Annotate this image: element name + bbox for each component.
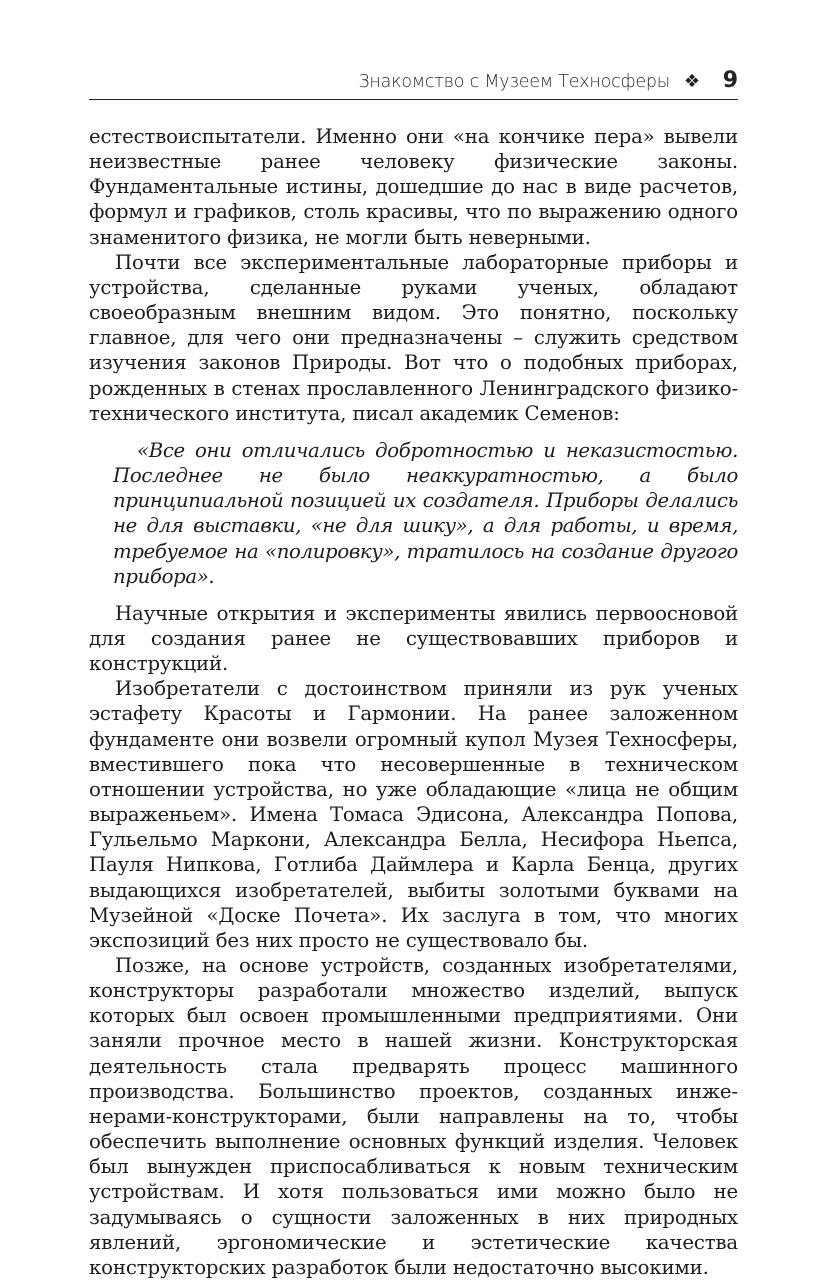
paragraph-lab-instruments: Почти все экспериментальные лабораторные приборы и устройства, сделанные руками ученых, обладают своеобразным внешним видом. Это понятно, поскольку главное, для чего они предназначены – служить средством изучения законов Природы. Вот что о подобных приборах, рожденных в стенах прославленного Ленинградского физико-технического института, писал академик Семенов: [89, 250, 738, 425]
running-header-title: Знакомство с Музеем Техносферы [358, 72, 670, 92]
paragraph-discoveries: Научные открытия и эксперименты явились первоосновой для создания ранее не существовавших приборов и конструкций. [89, 601, 738, 676]
paragraph-continuation: естествоиспытатели. Именно они «на кончике пера» вывели неизвестные ранее человеку физические законы. Фундаментальные истины, дошедшие до нас в виде расчетов, формул и графиков, столь красивы, что по выражению одного знаменитого физика, не могли быть неверными. [89, 125, 738, 249]
diamond-ornament-icon: ❖ [683, 71, 700, 92]
page-number: 9 [722, 68, 738, 93]
paragraph-inventors: Изобретатели с достоинством приняли из рук ученых эстафету Красоты и Гармонии. На ранее заложенном фундаменте они возвели огромный купол Музея Техносферы, вместившего пока что несовершенные в техническом отношении устройства, но уже обладающие «лица не общим выраженьем». Имена Томаса Эдисона, Александра Попова, Гульельмо Маркони, Александра Белла, Несифора Ньепса, Пауля Нипкова, Готлиба Даймлера и Карла Бенца, других выдающихся изобретателей, выбиты золотыми буквами на Музейной «Доске Почета». Их заслуга в том, что многих экспозиций без них просто не существовало бы. [89, 677, 738, 952]
paragraph-designers: Позже, на основе устройств, созданных изобретателями, конструкторы разработали множество изделий, выпуск которых был освоен промышленными предприятиями. Они заняли прочное место в нашей жизни. Конструкторская деятельность стала предварять процесс машинного производства. Большинство проектов, созданных инженерами-конструкторами, были направлены на то, чтобы обеспечить выполнение основных функций изделия. Человек был вынужден приспосабливаться к новым техническим устройствам. И хотя пользоваться ими можно было не задумываясь о сущности заложенных в них природных явлений, эргономические и эстетические качества конструкторских разработок были недостаточно высокими. [89, 954, 738, 1279]
quote-semenov: «Все они отличались добротностью и неказистостью. Последнее не было неаккуратностью, а было принципиальной позицией их создателя. Приборы делались не для выставки, «не для шику», а для работы, и время, требуемое на «полировку», тратилось на создание другого прибора». [113, 438, 738, 588]
page-body [89, 124, 738, 1280]
running-header [89, 64, 738, 100]
